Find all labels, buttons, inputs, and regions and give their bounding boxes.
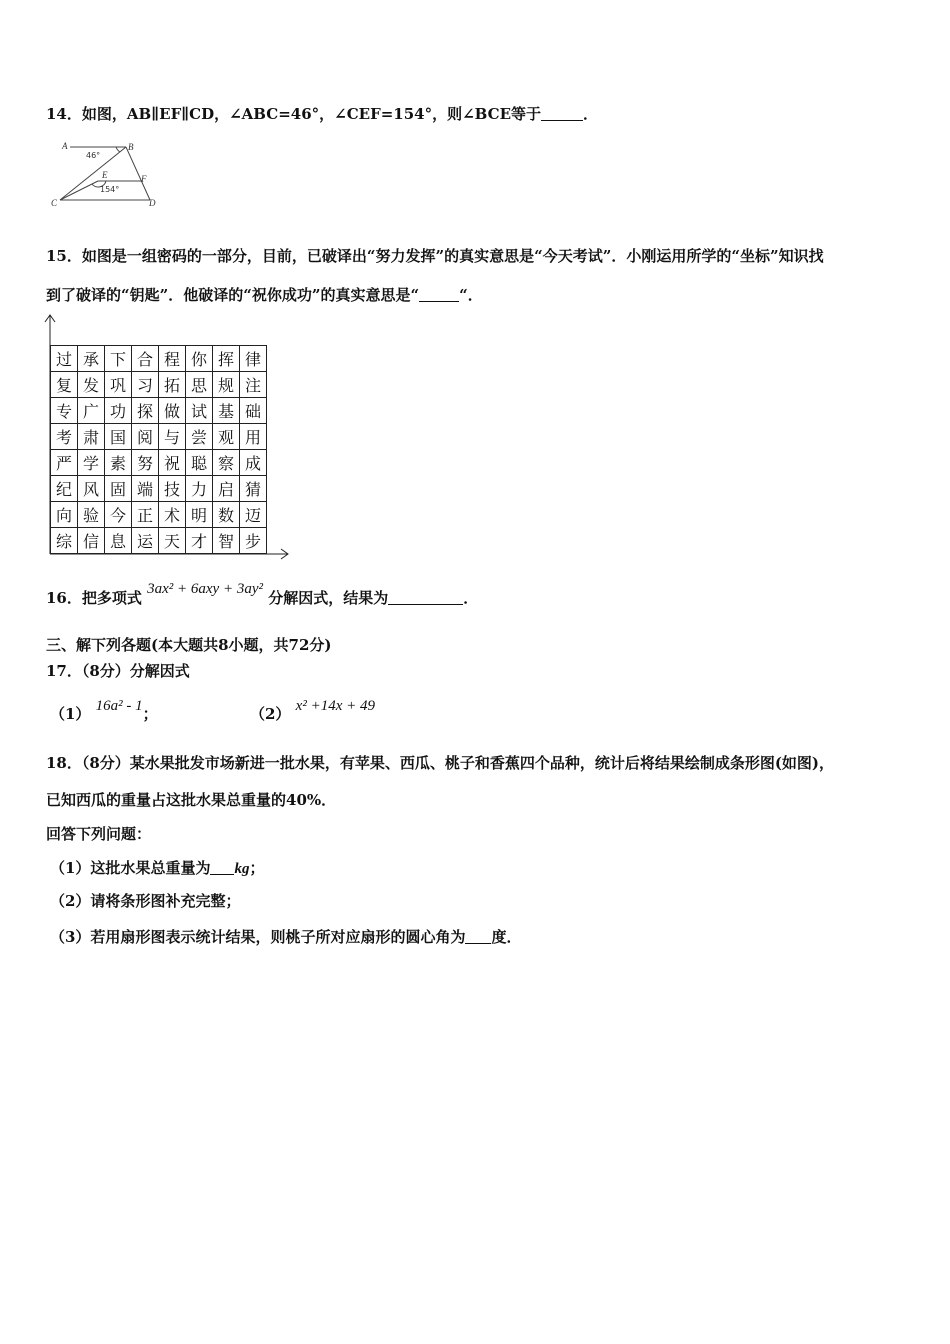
cipher-grid [50,345,267,554]
q17-title: 17．（8分）分解因式 [46,662,190,680]
grid-cell: 探 [132,398,159,424]
q16-blank[interactable] [388,589,463,605]
grid-cell: 阅 [132,424,159,450]
grid-cell: 程 [159,346,186,372]
grid-cell: 猜 [240,476,267,502]
question-17 [46,660,190,681]
grid-cell: 规 [213,372,240,398]
question-18-line1 [46,752,834,773]
grid-row [51,528,267,554]
q16-end-text: 分解因式，结果为 [268,589,389,607]
grid-cell: 向 [51,502,78,528]
q16-start: 16．把多项式 [46,589,142,607]
q15-line2-start: 到了破译的“钥匙”．他破译的“祝你成功”的真实意思是“ [46,286,420,304]
grid-cell: 启 [213,476,240,502]
q17-p1-end: ； [142,705,158,723]
grid-cell: 专 [51,398,78,424]
q16-period: ． [463,589,479,607]
q18-line2: 已知西瓜的重量占这批水果总重量的40%． [46,791,337,809]
q15-blank[interactable] [419,286,459,302]
q18-s1-blank[interactable] [210,859,234,875]
grid-cell: 巩 [105,372,132,398]
question-15-line1 [46,245,824,266]
grid-cell: 律 [240,346,267,372]
grid-cell: 固 [105,476,132,502]
grid-row [51,450,267,476]
grid-cell: 下 [105,346,132,372]
grid-cell: 过 [51,346,78,372]
grid-cell: 注 [240,372,267,398]
grid-cell: 拓 [159,372,186,398]
q18-sub3 [50,926,521,947]
grid-cell: 天 [159,528,186,554]
grid-cell: 步 [240,528,267,554]
grid-cell: 挥 [213,346,240,372]
grid-cell: 智 [213,528,240,554]
grid-row [51,424,267,450]
grid-cell: 才 [186,528,213,554]
q18-s1-unit: kg [234,861,250,877]
grid-cell: 考 [51,424,78,450]
q18-s2: （2）请将条形图补充完整； [50,892,241,910]
grid-cell: 尝 [186,424,213,450]
angle-154: 154° [100,185,120,194]
grid-cell: 学 [78,450,105,476]
grid-cell: 运 [132,528,159,554]
q18-prompt-text: 回答下列问题： [46,825,152,843]
grid-row [51,346,267,372]
q17-p2-expr: x² +14x + 49 [295,698,375,714]
grid-cell: 功 [105,398,132,424]
parallel-lines-figure [46,140,166,220]
grid-cell: 成 [240,450,267,476]
label-b: B [128,142,134,152]
q17-part2 [250,698,375,724]
q18-s3-start: （3）若用扇形图表示统计结果，则桃子所对应扇形的圆心角为 [50,928,466,946]
q18-s1-start: （1）这批水果总重量为 [50,859,211,877]
grid-cell: 思 [186,372,213,398]
grid-cell: 迈 [240,502,267,528]
section-3-heading [46,634,332,655]
grid-cell: 聪 [186,450,213,476]
grid-cell: 明 [186,502,213,528]
grid-cell: 努 [132,450,159,476]
grid-cell: 做 [159,398,186,424]
q18-line1: 18．（8分）某水果批发市场新进一批水果，有苹果、西瓜、桃子和香蕉四个品种，统计后将结果绘制成条形图(如图)， [46,754,835,772]
section-3-text: 三、解下列各题(本大题共8小题，共72分) [46,636,332,654]
grid-cell: 祝 [159,450,186,476]
grid-cell: 试 [186,398,213,424]
grid-cell: 数 [213,502,240,528]
question-18-line2 [46,789,336,810]
label-e: E [102,170,108,180]
q18-s3-blank[interactable] [465,928,491,944]
grid-cell: 素 [105,450,132,476]
q15-line2-end: “． [459,286,483,304]
q16-expression: 3ax² + 6axy + 3ay² [147,581,263,597]
q14-end: ． [583,105,599,123]
q18-sub2 [50,890,240,911]
grid-cell: 力 [186,476,213,502]
grid-cell: 基 [213,398,240,424]
grid-cell: 严 [51,450,78,476]
label-a: A [62,141,68,151]
grid-cell: 你 [186,346,213,372]
question-16 [46,581,479,608]
question-15-line2 [46,284,483,305]
grid-cell: 国 [105,424,132,450]
grid-cell: 正 [132,502,159,528]
grid-row [51,476,267,502]
q18-s3-end: 度． [491,928,522,946]
label-d: D [149,198,156,208]
grid-cell: 今 [105,502,132,528]
q18-sub1 [50,857,264,878]
grid-cell: 习 [132,372,159,398]
grid-cell: 技 [159,476,186,502]
grid-cell: 术 [159,502,186,528]
grid-row [51,372,267,398]
q18-prompt [46,823,151,844]
grid-cell: 发 [78,372,105,398]
q18-s1-end: ； [249,859,265,877]
grid-cell: 观 [213,424,240,450]
grid-cell: 承 [78,346,105,372]
grid-cell: 端 [132,476,159,502]
q17-p2-label: （2） [250,705,291,723]
label-f: F [141,174,147,184]
grid-row [51,398,267,424]
grid-cell: 风 [78,476,105,502]
angle-46: 46° [86,151,101,160]
grid-row [51,502,267,528]
grid-cell: 复 [51,372,78,398]
grid-cell: 用 [240,424,267,450]
q14-blank[interactable] [541,105,583,121]
grid-cell: 广 [78,398,105,424]
q17-part1 [50,698,158,724]
grid-cell: 合 [132,346,159,372]
grid-cell: 息 [105,528,132,554]
grid-cell: 察 [213,450,240,476]
q17-p1-expr: 16a² - 1 [95,698,143,714]
question-14 [46,103,598,124]
grid-cell: 综 [51,528,78,554]
label-c: C [51,198,58,208]
grid-cell: 与 [159,424,186,450]
grid-cell: 肃 [78,424,105,450]
grid-cell: 信 [78,528,105,554]
q15-line1: 15．如图是一组密码的一部分，目前，已破译出“努力发挥”的真实意思是“今天考试”．小刚运用所学的“坐标”知识找 [46,247,824,265]
grid-cell: 纪 [51,476,78,502]
q17-p1-label: （1） [50,705,91,723]
grid-cell: 础 [240,398,267,424]
cipher-grid-figure [40,312,300,562]
grid-cell: 验 [78,502,105,528]
q14-text: 14．如图，AB∥EF∥CD，∠ABC=46°，∠CEF=154°，则∠BCE等于 [46,105,542,123]
